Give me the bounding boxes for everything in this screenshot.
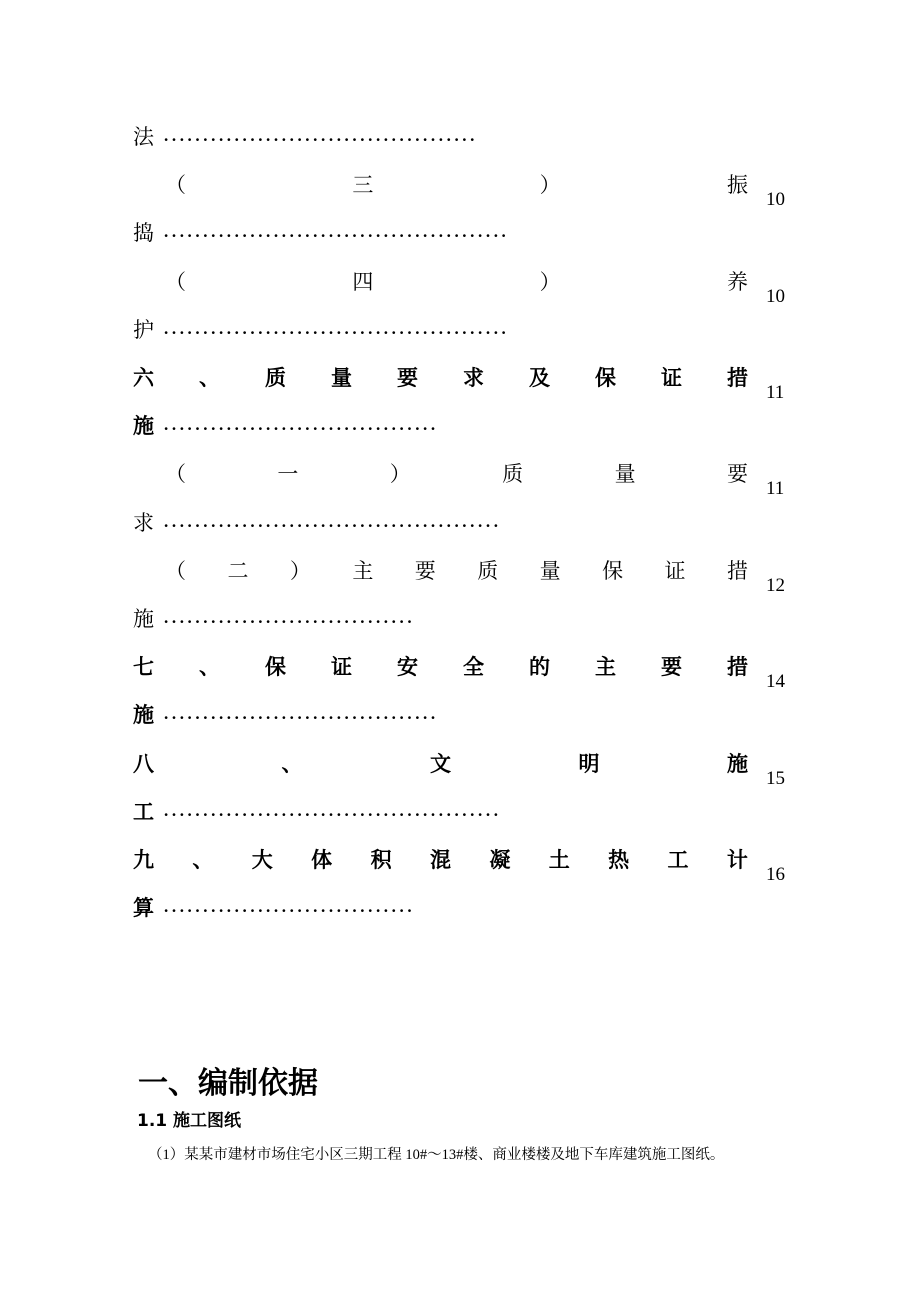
toc-entry-char: 明	[578, 751, 600, 776]
toc-entry-char: 质	[265, 366, 286, 390]
toc-entry-char: 捣	[133, 221, 154, 246]
toc-entry-char: 、	[199, 366, 220, 390]
toc-entry-char: （	[165, 462, 186, 487]
toc-entry-char: 求	[133, 510, 154, 535]
toc-entry-char: 三	[352, 173, 374, 198]
toc-dot-leader: ...................................	[164, 415, 439, 435]
toc-entry-char: 保	[265, 655, 286, 680]
toc-leader-line	[133, 312, 509, 346]
toc-entry-char: 体	[311, 848, 333, 872]
toc-entry-char: 施	[133, 607, 154, 631]
toc-dot-leader: ............................................	[164, 222, 510, 242]
toc-page-number: 15	[766, 767, 785, 789]
body-paragraph: （1）某某市建材市场住宅小区三期工程 10#～13#楼、商业楼楼及地下车库建筑施工图纸。	[148, 1147, 725, 1163]
toc-page-number: 10	[766, 285, 785, 307]
toc-entry-char: 算	[133, 896, 154, 921]
toc-entry-char: 保	[602, 558, 624, 583]
toc-page-number: 14	[766, 671, 785, 693]
toc-entry-char: 措	[726, 558, 748, 583]
toc-entry-char: 及	[529, 366, 550, 390]
toc-entry-char: 量	[614, 462, 636, 487]
toc-entry-char: 的	[529, 655, 550, 680]
toc-entry-line	[133, 649, 748, 683]
toc-entry-char: 要	[414, 558, 436, 583]
toc-entry-char: 振	[726, 173, 748, 198]
toc-leader-line	[133, 505, 502, 539]
toc-leader-line	[133, 408, 439, 442]
toc-entry-char: （	[165, 269, 186, 294]
toc-entry-char: 保	[595, 366, 616, 390]
toc-dot-leader: ................................	[164, 608, 416, 627]
toc-dot-leader: ............................................	[164, 318, 510, 338]
toc-entry-char: 、	[199, 655, 220, 680]
toc-entry-line	[133, 264, 748, 298]
toc-leader-line	[133, 697, 439, 731]
toc-entry-char: 证	[661, 366, 682, 390]
toc-entry-line	[133, 360, 748, 394]
toc-entry-char: 、	[281, 751, 303, 776]
toc-leader-line	[133, 794, 502, 828]
toc-entry-char: 质	[477, 558, 499, 583]
toc-page-number: 11	[766, 382, 785, 403]
toc-page-number: 10	[766, 189, 785, 211]
toc-entry-char: ）	[389, 462, 411, 487]
section-heading: 一、编制依据	[138, 1066, 318, 1101]
toc-entry-char: 工	[667, 848, 689, 872]
toc-entry-line	[133, 746, 748, 780]
toc-entry-char: 安	[397, 655, 418, 680]
toc-entry-char: 大	[251, 848, 273, 872]
toc-entry-char: 要	[726, 462, 748, 487]
toc-entry-char: 一	[277, 462, 299, 487]
toc-entry-char: ）	[539, 173, 561, 198]
toc-entry-char: 证	[664, 558, 686, 583]
toc-entry-char: 措	[727, 655, 748, 680]
toc-entry-char: 施	[727, 751, 748, 776]
toc-dot-leader: ........................................	[164, 126, 478, 145]
toc-entry-char: 养	[726, 269, 748, 294]
toc-entry-char: 量	[539, 558, 561, 583]
subsection-heading: 1.1 施工图纸	[137, 1111, 242, 1131]
toc-page-number: 12	[766, 574, 785, 596]
toc-entry-char: ）	[539, 269, 561, 294]
toc-entry-char: 热	[608, 848, 630, 872]
toc-entry-char: 证	[331, 655, 352, 680]
toc-entry-char: 积	[370, 848, 392, 872]
toc-dot-leader: ...........................................	[164, 511, 502, 531]
toc-leader-line	[133, 215, 509, 249]
toc-entry-line	[133, 842, 748, 876]
toc-entry-char: 护	[133, 317, 154, 342]
toc-entry-line	[133, 167, 748, 201]
toc-entry-line	[133, 553, 748, 587]
toc-entry-char: 计	[726, 848, 748, 872]
toc-entry-char: 法	[133, 125, 154, 149]
toc-entry-char: 求	[463, 366, 484, 390]
toc-page-number: 16	[766, 864, 785, 885]
toc-entry-char: 土	[548, 848, 570, 872]
toc-entry-char: 要	[397, 366, 418, 390]
toc-entry-char: 主	[352, 558, 374, 583]
toc-entry-char: 质	[502, 462, 524, 487]
toc-entry-char: 六	[133, 366, 154, 390]
toc-page-number: 11	[766, 478, 785, 500]
toc-entry-char: （	[165, 558, 186, 583]
toc-entry-char: ）	[289, 558, 311, 583]
toc-dot-leader: ...........................................	[164, 800, 502, 820]
toc-entry-char: 施	[133, 414, 154, 439]
toc-entry-char: （	[165, 173, 186, 198]
toc-entry-char: 二	[227, 558, 249, 583]
toc-leader-line	[133, 119, 478, 153]
toc-entry-char: 施	[133, 703, 154, 728]
toc-dot-leader: ...................................	[164, 704, 439, 724]
toc-entry-char: 量	[331, 366, 352, 390]
toc-entry-char: 混	[429, 848, 451, 872]
toc-entry-char: 、	[192, 848, 214, 872]
toc-entry-char: 凝	[489, 848, 511, 872]
toc-dot-leader: ................................	[164, 897, 416, 917]
toc-leader-line	[133, 601, 415, 635]
toc-entry-char: 要	[661, 655, 682, 680]
toc-entry-char: 措	[727, 366, 748, 390]
toc-entry-char: 文	[430, 751, 451, 776]
toc-entry-char: 主	[595, 655, 616, 680]
toc-entry-char: 八	[133, 751, 154, 776]
toc-entry-line	[133, 456, 748, 490]
toc-entry-char: 工	[133, 799, 154, 824]
toc-entry-char: 七	[133, 655, 154, 680]
toc-entry-char: 四	[352, 269, 374, 294]
toc-entry-char: 全	[463, 655, 484, 680]
toc-entry-char: 九	[133, 848, 154, 872]
toc-leader-line	[133, 890, 415, 924]
